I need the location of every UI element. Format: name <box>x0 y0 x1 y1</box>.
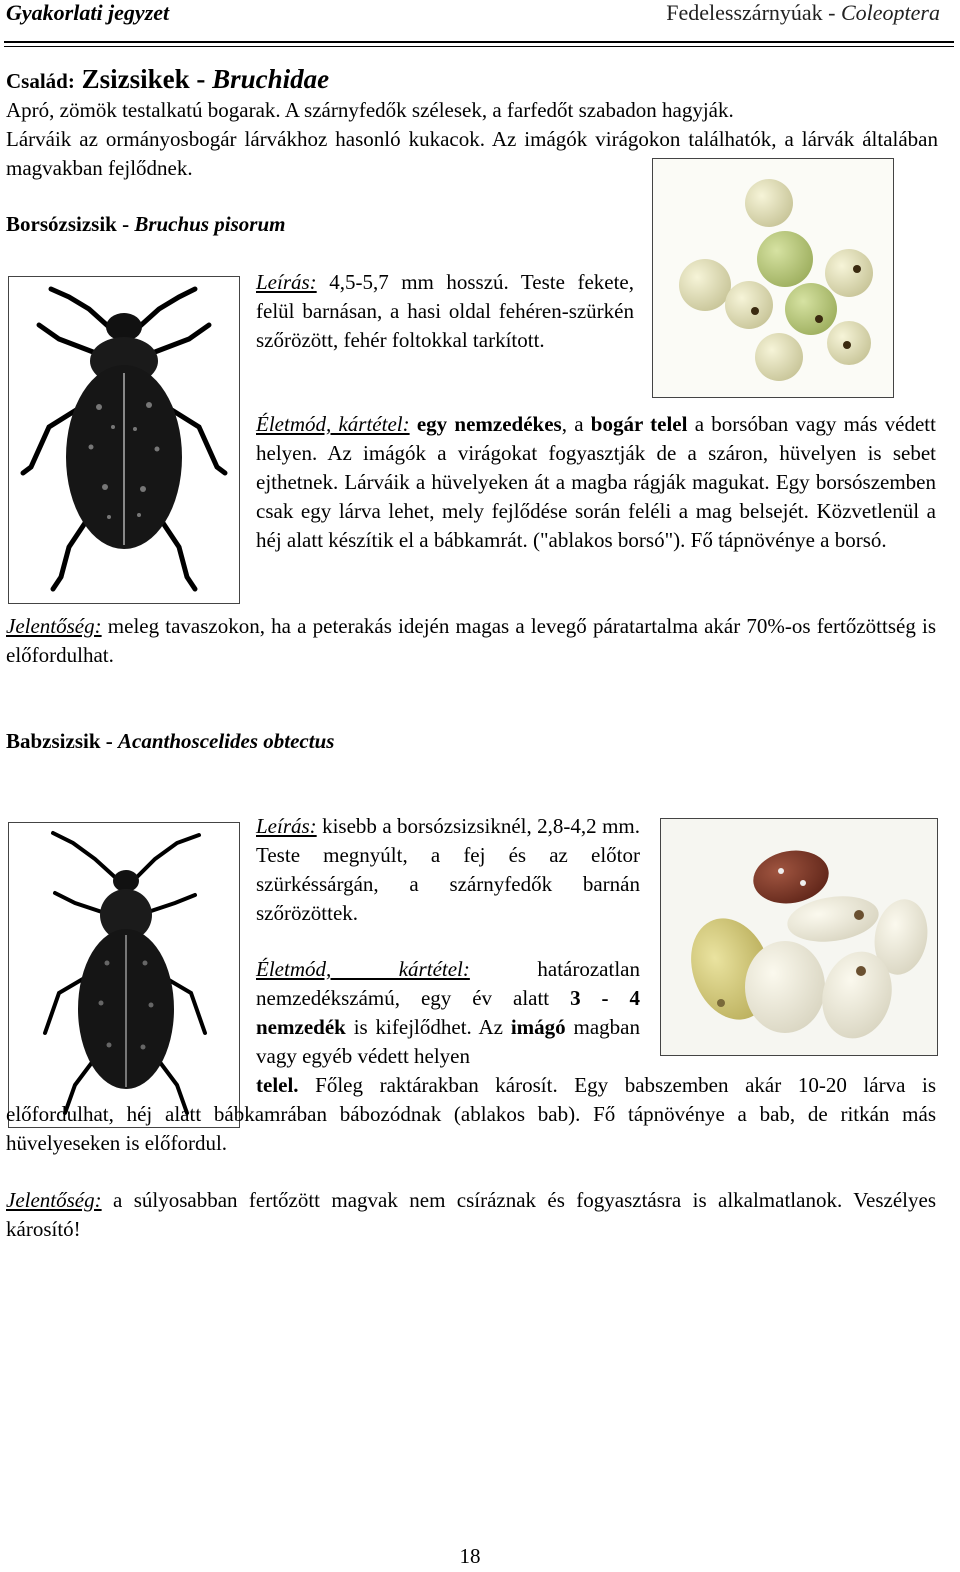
peas-icon <box>653 159 893 397</box>
species1-latin: Bruchus pisorum <box>134 212 286 236</box>
species2-sig-text: a súlyosabban fertőzött magvak nem csíráznak és fogyasztásra is alkalmatlanok. Veszélyes károsító! <box>6 1188 936 1241</box>
species2-sig-label: Jelentőség: <box>6 1188 102 1212</box>
beans-icon <box>661 819 937 1055</box>
pea-weevil-beetle-icon <box>9 277 239 603</box>
infested-peas-photo <box>652 158 894 398</box>
header-rule-thin <box>4 46 954 47</box>
species2-life-part1 <box>256 955 640 1071</box>
species2-life-text-3: Főleg raktárakban károsít. Egy babszemben akár 10-20 lárva is előfordulhat, héj alatt bábkamrában bábozódnak (ablakos bab). Fő tápnövénye a bab, de ritkán más hüvelyeseken is előfordul. <box>6 1073 936 1155</box>
header-right-latin: Coleoptera <box>841 0 940 25</box>
pea-weevil-drawing <box>8 276 240 604</box>
species1-description <box>256 268 634 355</box>
species1-life-bold-1: egy nemzedékes <box>416 412 562 436</box>
species2-desc-text: kisebb a borsózsizsiknél, 2,8-4,2 mm. Teste megnyúlt, a fej és az előtor szürkéssárgán, a szárnyfedők barnán szőrözöttek. <box>256 814 640 925</box>
species1-sig-text: meleg tavaszokon, ha a peterakás idején magas a levegő páratartalma akár 70%-os fertőzöttség is előfordulhat. <box>6 614 936 667</box>
species2-life-bold-3: telel. <box>256 1073 299 1097</box>
species2-description <box>256 812 640 928</box>
header-right-text: Fedelesszárnyúak - <box>666 0 841 25</box>
intro-line-2: Lárváik az ormányosbogár lárvákhoz hasonló kukacok. Az imágók virágokon találhatók, a lárvák általában magvakban fejlődnek. <box>6 127 938 180</box>
species1-significance <box>6 612 936 670</box>
intro-line-1: Apró, zömök testalkatú bogarak. A szárnyfedők szélesek, a farfedőt szabadon hagyják. <box>6 98 734 122</box>
species1-life-label: Életmód, kártétel: <box>256 412 410 436</box>
species2-life-bold-1: 3 - 4 nemzedék <box>256 986 640 1039</box>
species2-heading <box>6 729 334 754</box>
species2-life-bold-2: imágó <box>510 1015 566 1039</box>
species2-life-text-1: is kifejlődhet. Az <box>345 1015 511 1039</box>
species2-life-text-2: magban vagy egyéb védett helyen <box>256 1015 640 1068</box>
page-number: 18 <box>459 1544 481 1568</box>
species2-name: Babzsizsik - <box>6 729 119 753</box>
family-name: Zsizsikek - <box>81 64 213 94</box>
species2-desc-label: Leírás: <box>256 814 317 838</box>
species1-life <box>256 410 936 555</box>
species1-desc-text: 4,5-5,7 mm hosszú. Teste fekete, felül barnásan, a hasi oldal fehéren-szürkén szőrözött, fehér foltokkal tarkított. <box>256 270 634 352</box>
species2-latin: Acanthoscelides obtectus <box>118 729 335 753</box>
header-rule-thick <box>4 41 954 43</box>
species1-sig-label: Jelentőség: <box>6 614 102 638</box>
species1-desc-label: Leírás: <box>256 270 317 294</box>
species1-life-text-2: a borsóban vagy más védett helyen. Az imágók a virágokat fogyasztják de a száron, hüvelyen is sebet ejthetnek. Lárváik a hüvelyeken át a magba rágják magukat. Egy borsószemben csak egy lárva lehet, mely fejlődése során feléli a mag belsejét. Közvetlenül a héj alatt készítik el a bábkamrát. ("ablakos borsó"). Fő tápnövénye a borsó. <box>256 412 936 552</box>
header-left: Gyakorlati jegyzet <box>6 0 170 25</box>
species2-life-label: Életmód, kártétel: <box>256 957 470 981</box>
species1-heading <box>6 212 285 237</box>
header-right <box>666 0 940 26</box>
species1-name: Borsózsizsik - <box>6 212 135 236</box>
species2-life-text-0: határozatlan nemzedékszámú, egy év alatt <box>256 957 640 1010</box>
infested-beans-photo <box>660 818 938 1056</box>
species2-life-part2 <box>6 1071 936 1158</box>
family-latin: Bruchidae <box>212 64 330 94</box>
species2-significance <box>6 1186 936 1244</box>
family-title <box>6 64 329 95</box>
family-label: Család: <box>6 69 75 93</box>
species1-life-bold-2: bogár telel <box>590 412 688 436</box>
species1-life-text-1: , a <box>561 412 591 436</box>
